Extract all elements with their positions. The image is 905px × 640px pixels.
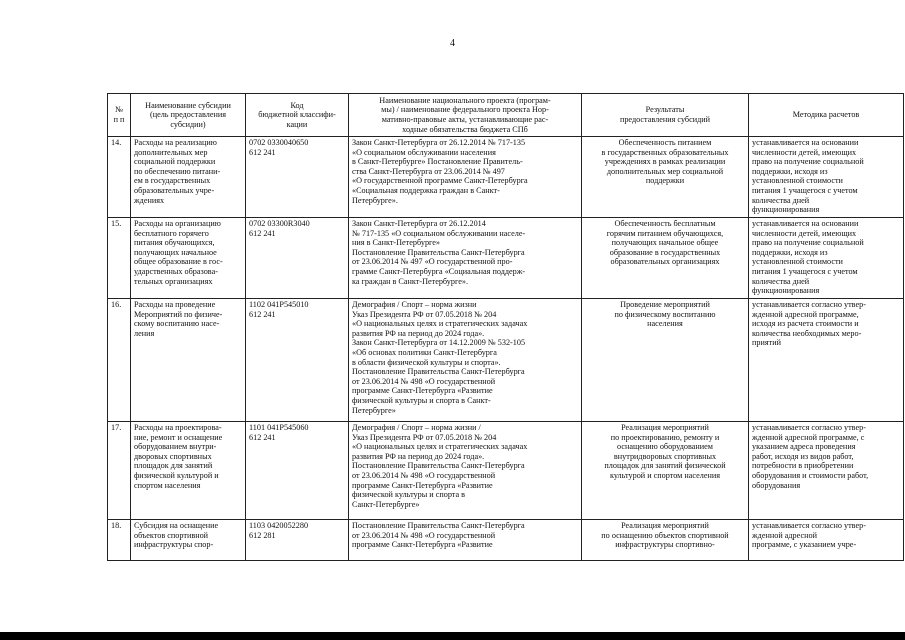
calculation-method: устанавливается на основании численности детей, имеющих право на получение социальной поддержки, исходя из установленной стоимости питания 1 учащегося с учетом количества дней функционирования xyxy=(749,218,904,299)
header-results: Результаты предоставления субсидий xyxy=(582,94,749,137)
budget-code: 1102 041P545010 612 241 xyxy=(246,299,349,422)
project-acts: Демография / Спорт – норма жизни Указ Президента РФ от 07.05.2018 № 204 «О национальных целях и стратегических задачах развития РФ на период до 2024 года». Закон Санкт-Петербурга от 14.12.2009 № 532-105 «Об основах политики Санкт-Петербурга в области физической культуры и спорта». Постановление Правительства Санкт-Петербурга от 23.06.2014 № 498 «О государственной программе Санкт-Петербурга «Развитие физической культуры и спорта в Санкт- Петербурге» xyxy=(349,299,582,422)
header-calculation-method: Методика расчетов xyxy=(749,94,904,137)
subsidies-table xyxy=(107,93,904,561)
budget-code: 0702 0330040650 612 241 xyxy=(246,137,349,218)
subsidy-result: Реализация мероприятий по оснащению объектов спортивной инфраструктуры спортивно- xyxy=(582,520,749,561)
row-number: 16. xyxy=(108,299,131,422)
subsidy-name: Расходы на проведение Мероприятий по физиче- скому воспитанию насе- ления xyxy=(131,299,246,422)
subsidy-result: Реализация мероприятий по проектированию, ремонту и оснащению оборудованием внутридворовых спортивных площадок для занятий физической культурой и спортом населения xyxy=(582,422,749,520)
subsidy-result: Проведение мероприятий по физическому воспитанию населения xyxy=(582,299,749,422)
subsidy-name: Расходы на организацию бесплатного горячего питания обучающихся, получающих начальное общее образование в гос- ударственных образова- тельных организациях xyxy=(131,218,246,299)
project-acts: Закон Санкт-Петербурга от 26.12.2014 № 717-135 «О социальном обслуживании населе- ния в Санкт-Петербурге» Постановление Правительства Санкт-Петербурга от 23.06.2014 № 497 «О государственной про- грамме Санкт-Петербурга «Социальная поддерж- ка граждан в Санкт-Петербурге». xyxy=(349,218,582,299)
row-number: 18. xyxy=(108,520,131,561)
budget-code: 1103 0420052280 612 281 xyxy=(246,520,349,561)
project-acts: Постановление Правительства Санкт-Петербурга от 23.06.2014 № 498 «О государственной программе Санкт-Петербурга «Развитие xyxy=(349,520,582,561)
header-number: № п п xyxy=(108,94,131,137)
table-row xyxy=(108,422,904,520)
calculation-method: устанавливается на основании численности детей, имеющих право на получение социальной поддержки, исходя из установленной стоимости питания 1 учащегося с учетом количества дней функционирования xyxy=(749,137,904,218)
subsidy-name: Расходы на реализацию дополнительных мер социальной поддержки по обеспечению питани- ем в государственных образовательных учре- ждениях xyxy=(131,137,246,218)
table-row xyxy=(108,137,904,218)
subsidy-result: Обеспеченность бесплатным горячим питанием обучающихся, получающих начальное общее образование в государственных образовательных организациях xyxy=(582,218,749,299)
budget-code: 0702 03300R3040 612 241 xyxy=(246,218,349,299)
subsidy-name: Расходы на проектирова- ние, ремонт и оснащение оборудованием внутри- дворовых спортивных площадок для занятий физической культурой и спортом населения xyxy=(131,422,246,520)
budget-code: 1101 041P545060 612 241 xyxy=(246,422,349,520)
header-national-project: Наименование национального проекта (програм- мы) / наименование федерального проекта Нор- мативно-правовые акты, устанавливающие рас- ходные обязательства бюджета СПб xyxy=(349,94,582,137)
calculation-method: устанавливается согласно утвер- жденной адресной программе, с указанием адреса проведения работ, исходя из видов работ, потребности в приобретении оборудования и стоимости работ, оборудования xyxy=(749,422,904,520)
table-row xyxy=(108,218,904,299)
page-number: 4 xyxy=(450,38,455,49)
table-row xyxy=(108,299,904,422)
row-number: 14. xyxy=(108,137,131,218)
table-body xyxy=(108,137,904,561)
row-number: 15. xyxy=(108,218,131,299)
project-acts: Закон Санкт-Петербурга от 26.12.2014 № 717-135 «О социальном обслуживании населения в Санкт-Петербурге» Постановление Правитель- ства Санкт-Петербурга от 23.06.2014 № 497 «О государственной программе Санкт-Петербурга «Социальная поддержка граждан в Санкт- Петербурге». xyxy=(349,137,582,218)
calculation-method: устанавливается согласно утвер- жденной адресной программе, с указанием учре- xyxy=(749,520,904,561)
subsidy-result: Обеспеченность питанием в государственных образовательных учреждениях в рамках реализации дополнительных мер социальной поддержки xyxy=(582,137,749,218)
project-acts: Демография / Спорт – норма жизни / Указ Президента РФ от 07.05.2018 № 204 «О национальных целях и стратегических задачах развития РФ на период до 2024 года». Постановление Правительства Санкт-Петербурга от 23.06.2014 № 498 «О государственной программе Санкт-Петербурга «Развитие физической культуры и спорта в Санкт-Петербурге» xyxy=(349,422,582,520)
table-row xyxy=(108,520,904,561)
header-subsidy-name: Наименование субсидии (цель предоставления субсидии) xyxy=(131,94,246,137)
table-header xyxy=(108,94,904,137)
header-row xyxy=(108,94,904,137)
calculation-method: устанавливается согласно утвер- жденной адресной программе, исходя из расчета стоимости и количества необходимых меро- приятий xyxy=(749,299,904,422)
row-number: 17. xyxy=(108,422,131,520)
subsidy-name: Субсидия на оснащение объектов спортивной инфраструктуры спор- xyxy=(131,520,246,561)
header-budget-code: Код бюджетной классифи- кации xyxy=(246,94,349,137)
scan-bottom-edge xyxy=(0,632,905,640)
